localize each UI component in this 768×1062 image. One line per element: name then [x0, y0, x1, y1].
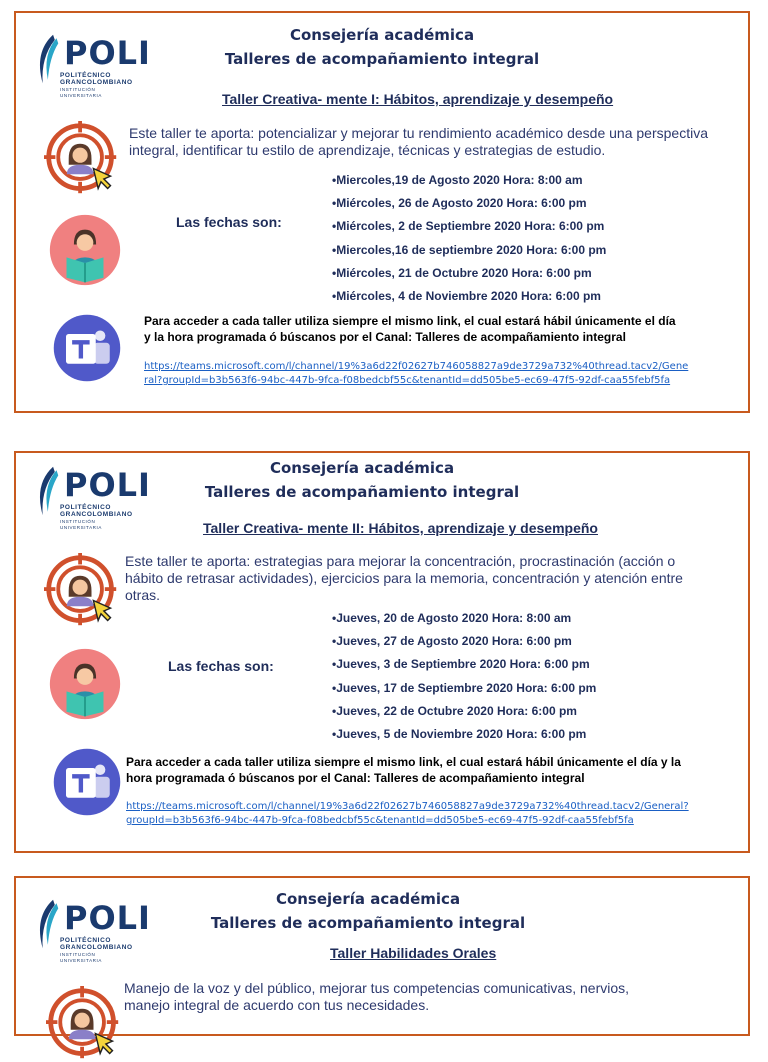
logo-line1: POLITÉCNICO — [60, 504, 112, 511]
date-item: •Jueves, 20 de Agosto 2020 Hora: 8:00 am — [332, 611, 572, 625]
card-heading: Talleres de acompañamiento integral — [210, 914, 526, 932]
date-item: •Jueves, 17 de Septiembre 2020 Hora: 6:00 pm — [332, 680, 597, 695]
workshop-card — [14, 11, 750, 413]
logo-line1: POLITÉCNICO — [60, 72, 112, 79]
card-heading: Talleres de acompañamiento integral — [204, 483, 520, 501]
logo-name: POLI — [64, 466, 151, 504]
dates-list — [332, 611, 596, 750]
teams-channel-link[interactable]: https://teams.microsoft.com/l/channel/19%3a6d22f02627b746058827a9de3729a732%40thread.tacv2/General?groupId=b3b563f6-94bc-447b-9fca-f08bedcbf55c&tenantId=dd505be5-ec69-47f5-92df-caa55febf5fa — [126, 801, 689, 826]
teams-channel-link[interactable]: https://teams.microsoft.com/l/channel/19%3a6d22f02627b746058827a9de3729a732%40thread.tacv2/General?groupId=b3b563f6-94bc-447b-9fca-f08bedcbf55c&tenantId=dd505be5-ec69-47f5-92df-caa55febf5fa — [144, 361, 689, 386]
date-item: •Miércoles, 2 de Septiembre 2020 Hora: 6:00 pm — [332, 219, 605, 234]
workshop-card — [14, 451, 750, 853]
target-user-cursor-icon — [46, 986, 122, 1062]
workshop-name: Taller Creativa- mente I: Hábitos, aprendizaje y desempeño — [222, 91, 614, 107]
workshop-description: Este taller te aporta: potencializar y mejorar tu rendimiento académico desde una perspectiva integral, identificar tu estilo de aprendizaje, técnicas y estrategias de estudio. — [129, 125, 708, 158]
date-item: •Miercoles,19 de Agosto 2020 Hora: 8:00 am — [332, 173, 583, 187]
target-user-cursor-icon — [44, 121, 120, 197]
person-reading-icon — [48, 213, 122, 287]
target-user-cursor-icon — [44, 553, 120, 629]
workshop-description: Este taller te aporta: estrategias para mejorar la concentración, procrastinación (acción o hábito de retrasar actividades), ejercicios para la memoria, concentración y atención entre otras. — [125, 553, 683, 603]
dates-label: Las fechas son: — [168, 658, 274, 674]
card-heading: Talleres de acompañamiento integral — [224, 50, 540, 68]
microsoft-teams-icon — [52, 313, 122, 383]
card-title: Consejería académica — [275, 890, 461, 908]
logo-name: POLI — [64, 899, 151, 937]
logo-line1: POLITÉCNICO — [60, 937, 112, 944]
logo-line3: INSTITUCIÓN UNIVERSITARIA — [60, 519, 102, 530]
dates-label: Las fechas son: — [176, 214, 282, 230]
access-instructions: Para acceder a cada taller utiliza siempre el mismo link, el cual estará hábil únicamente el día y la hora programada ó búscanos por el Canal: Talleres de acompañamiento integral — [144, 314, 676, 344]
date-item: •Jueves, 3 de Septiembre 2020 Hora: 6:00 pm — [332, 657, 590, 672]
workshop-name: Taller Creativa- mente II: Hábitos, aprendizaje y desempeño — [203, 520, 598, 536]
date-item: •Jueves, 22 de Octubre 2020 Hora: 6:00 pm — [332, 703, 577, 718]
date-item: •Jueves, 27 de Agosto 2020 Hora: 6:00 pm — [332, 634, 572, 649]
date-item: •Miércoles, 26 de Agosto 2020 Hora: 6:00 pm — [332, 196, 587, 211]
date-item: •Miércoles, 4 de Noviembre 2020 Hora: 6:00 pm — [332, 288, 601, 303]
date-item: •Miercoles,16 de septiembre 2020 Hora: 6:00 pm — [332, 242, 607, 257]
logo-line3: INSTITUCIÓN UNIVERSITARIA — [60, 952, 102, 963]
logo-line3: INSTITUCIÓN UNIVERSITARIA — [60, 87, 102, 98]
access-instructions: Para acceder a cada taller utiliza siempre el mismo link, el cual estará hábil únicamente el día y la hora programada ó búscanos por el Canal: Talleres de acompañamiento integral — [126, 755, 681, 785]
logo-line2: GRANCOLOMBIANO — [60, 79, 133, 86]
logo-name: POLI — [64, 34, 151, 72]
dates-list — [332, 173, 606, 312]
workshop-card — [14, 876, 750, 1036]
workshop-description: Manejo de la voz y del público, mejorar tus competencias comunicativas, nervios, manejo integral de acuerdo con tus necesidades. — [124, 980, 630, 1013]
logo-line2: GRANCOLOMBIANO — [60, 511, 133, 518]
date-item: •Miércoles, 21 de Octubre 2020 Hora: 6:00 pm — [332, 265, 592, 280]
microsoft-teams-icon — [52, 747, 122, 817]
person-reading-icon — [48, 647, 122, 721]
logo-line2: GRANCOLOMBIANO — [60, 944, 133, 951]
card-title: Consejería académica — [269, 459, 455, 477]
workshop-name: Taller Habilidades Orales — [330, 945, 497, 961]
card-title: Consejería académica — [289, 26, 475, 44]
date-item: •Jueves, 5 de Noviembre 2020 Hora: 6:00 pm — [332, 726, 587, 741]
